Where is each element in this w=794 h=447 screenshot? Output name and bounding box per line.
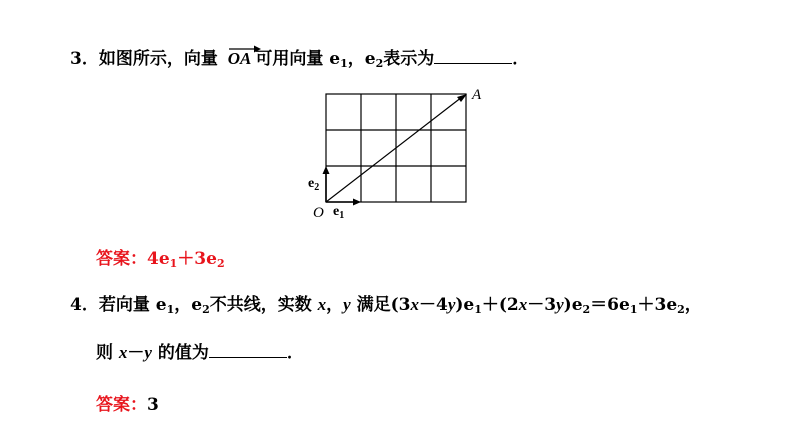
point-o-label: O bbox=[313, 205, 324, 221]
vector-oa: OA bbox=[228, 49, 252, 69]
answer-value: 3 bbox=[147, 395, 159, 415]
vector-e1-arrow bbox=[326, 199, 361, 206]
point-a-label: A bbox=[472, 87, 482, 103]
e1-label: $e_1$ bbox=[333, 204, 345, 221]
vector-arrow-icon bbox=[228, 43, 262, 53]
question-3: 3．如图所示，向量 OA 可用向量 $e_1$，$e_2$表示为 ． bbox=[70, 44, 529, 70]
vector-grid-figure bbox=[300, 86, 500, 226]
answer-label: 答案： bbox=[96, 395, 147, 415]
answer-blank bbox=[434, 49, 512, 64]
answer-blank bbox=[209, 343, 287, 358]
answer-label: 答案： bbox=[96, 249, 147, 269]
answer-4 bbox=[96, 390, 159, 415]
question-number: 3 bbox=[70, 49, 82, 69]
answer-3: 答案：$4e_1+3e_2$ bbox=[96, 249, 225, 270]
vector-e2-arrow bbox=[323, 166, 330, 202]
question-number: 4 bbox=[70, 295, 82, 315]
question-4-line-2: 则 x－y 的值为 ． bbox=[96, 343, 304, 363]
question-4: 4．若向量 $e_1$，$e_2$不共线，实数 x，y 满足$(3x-4y)e_1+(2x-3y)e_2=6e_1+3e_2$， bbox=[70, 295, 702, 316]
e2-label: $e_2$ bbox=[308, 176, 320, 193]
